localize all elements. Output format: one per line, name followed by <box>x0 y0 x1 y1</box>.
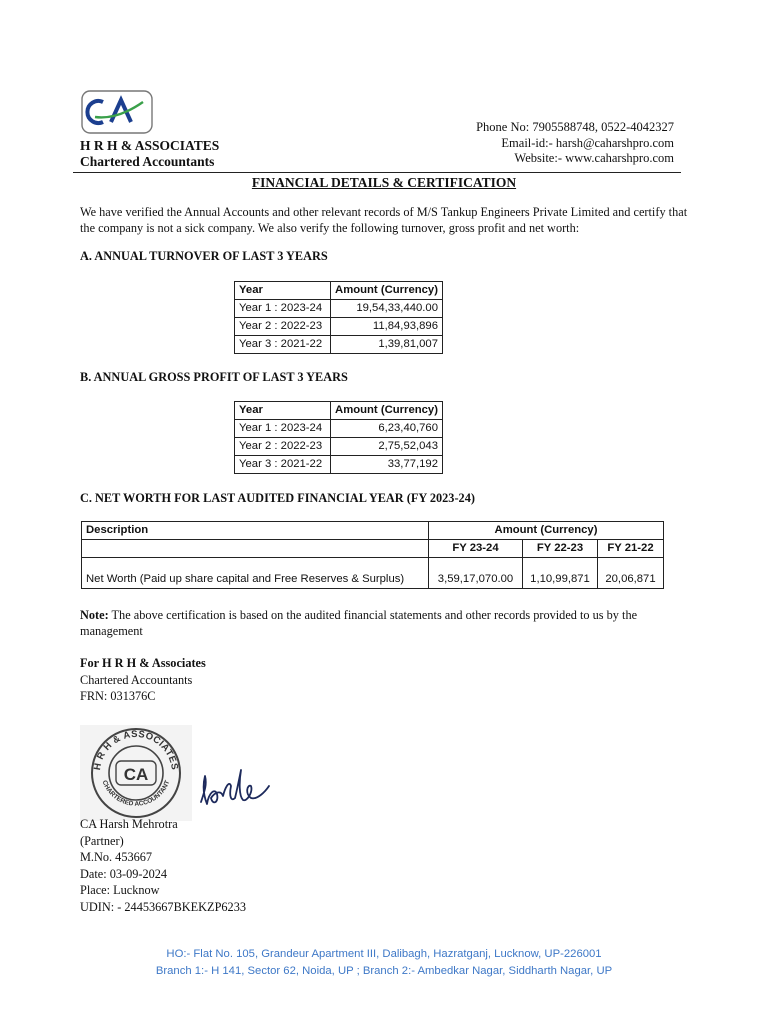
year-cell: Year 2 : 2022-23 <box>235 318 331 336</box>
col-description: Description <box>82 522 429 540</box>
firm-stamp <box>80 725 192 821</box>
table-row <box>82 558 664 589</box>
stamp-logo-text: CA <box>123 765 149 784</box>
website-text: Website:- www.caharshpro.com <box>514 151 674 165</box>
amount-cell: 11,84,93,896 <box>331 318 443 336</box>
amount-cell: 3,59,17,070.00 <box>429 558 523 589</box>
frn-line: FRN: 031376C <box>80 689 156 703</box>
amount-cell: 20,06,871 <box>598 558 664 589</box>
stamp-top-text: H R H & ASSOCIATES <box>92 728 180 771</box>
amount-cell: 1,10,99,871 <box>523 558 598 589</box>
footer-branches: Branch 1:- H 141, Sector 62, Noida, UP ; Branch 2:- Ambedkar Nagar, Siddharth Nagar, UP <box>155 965 613 977</box>
header-divider <box>73 172 681 173</box>
footer-head-office: HO:- Flat No. 105, Grandeur Apartment III, Dalibagh, Hazratganj, Lucknow, UP-226001 <box>166 948 602 960</box>
net-worth-heading: C. NET WORTH FOR LAST AUDITED FINANCIAL YEAR (FY 2023-24) <box>80 491 475 505</box>
amount-cell: 6,23,40,760 <box>331 420 443 438</box>
note-paragraph <box>80 607 680 639</box>
intro-paragraph: We have verified the Annual Accounts and other relevant records of M/S Tankup Engineers Private Limited and certify that the company is not a sick company. We also verify the following turnover, gross profit and net worth: <box>80 205 688 235</box>
handwritten-signature <box>195 762 275 812</box>
table-row <box>235 318 443 336</box>
contact-block <box>476 120 674 167</box>
firm-subtitle: Chartered Accountants <box>80 154 215 169</box>
place-line: Place: Lucknow <box>80 883 160 897</box>
col-amount: Amount (Currency) <box>331 402 443 420</box>
turnover-heading: A. ANNUAL TURNOVER OF LAST 3 YEARS <box>80 249 328 263</box>
table-header-row <box>82 522 664 540</box>
designation-line: Chartered Accountants <box>80 672 193 687</box>
udin-line: UDIN: - 24453667BKEKZP6233 <box>80 899 247 914</box>
phone-text: Phone No: 7905588748, 0522-4042327 <box>476 120 674 134</box>
note-label: Note: <box>80 608 109 622</box>
table-row <box>235 420 443 438</box>
gross-profit-table <box>234 401 443 474</box>
for-firm-line: For H R H & Associates <box>80 656 206 670</box>
empty-cell <box>82 540 429 558</box>
table-row <box>235 438 443 456</box>
amount-cell: 2,75,52,043 <box>331 438 443 456</box>
partner-name: CA Harsh Mehrotra <box>80 817 178 831</box>
net-worth-table <box>81 521 664 589</box>
membership-number: M.No. 453667 <box>80 850 153 864</box>
year-cell: Year 3 : 2021-22 <box>235 456 331 474</box>
col-year: Year <box>235 282 331 300</box>
year-cell: Year 3 : 2021-22 <box>235 336 331 354</box>
col-amount: Amount (Currency) <box>429 522 664 540</box>
gross-profit-heading: B. ANNUAL GROSS PROFIT OF LAST 3 YEARS <box>80 370 348 384</box>
amount-cell: 19,54,33,440.00 <box>331 300 443 318</box>
col-amount: Amount (Currency) <box>331 282 443 300</box>
firm-name: H R H & ASSOCIATES <box>80 138 220 153</box>
note-text: The above certification is based on the audited financial statements and other records provided to us by the management <box>80 608 638 638</box>
firm-block <box>80 138 219 170</box>
partner-block <box>80 816 246 915</box>
fy-header-row <box>82 540 664 558</box>
table-row <box>235 300 443 318</box>
amount-cell: 33,77,192 <box>331 456 443 474</box>
table-row <box>235 456 443 474</box>
fy-header: FY 21-22 <box>598 540 664 558</box>
table-header-row <box>235 282 443 300</box>
ca-logo <box>81 90 153 134</box>
stamp-bottom-text: CHARTERED ACCOUNTANT <box>100 779 172 808</box>
email-text: Email-id:- harsh@caharshpro.com <box>501 135 674 150</box>
year-cell: Year 2 : 2022-23 <box>235 438 331 456</box>
year-cell: Year 1 : 2023-24 <box>235 300 331 318</box>
year-cell: Year 1 : 2023-24 <box>235 420 331 438</box>
fy-header: FY 22-23 <box>523 540 598 558</box>
partner-role: (Partner) <box>80 833 124 848</box>
fy-header: FY 23-24 <box>429 540 523 558</box>
col-year: Year <box>235 402 331 420</box>
net-worth-label: Net Worth (Paid up share capital and Free Reserves & Surplus) <box>82 558 429 589</box>
table-row <box>235 336 443 354</box>
amount-cell: 1,39,81,007 <box>331 336 443 354</box>
turnover-table <box>234 281 443 354</box>
signatory-block <box>80 655 206 705</box>
date-line: Date: 03-09-2024 <box>80 866 168 881</box>
document-title: FINANCIAL DETAILS & CERTIFICATION <box>251 175 517 190</box>
table-header-row <box>235 402 443 420</box>
